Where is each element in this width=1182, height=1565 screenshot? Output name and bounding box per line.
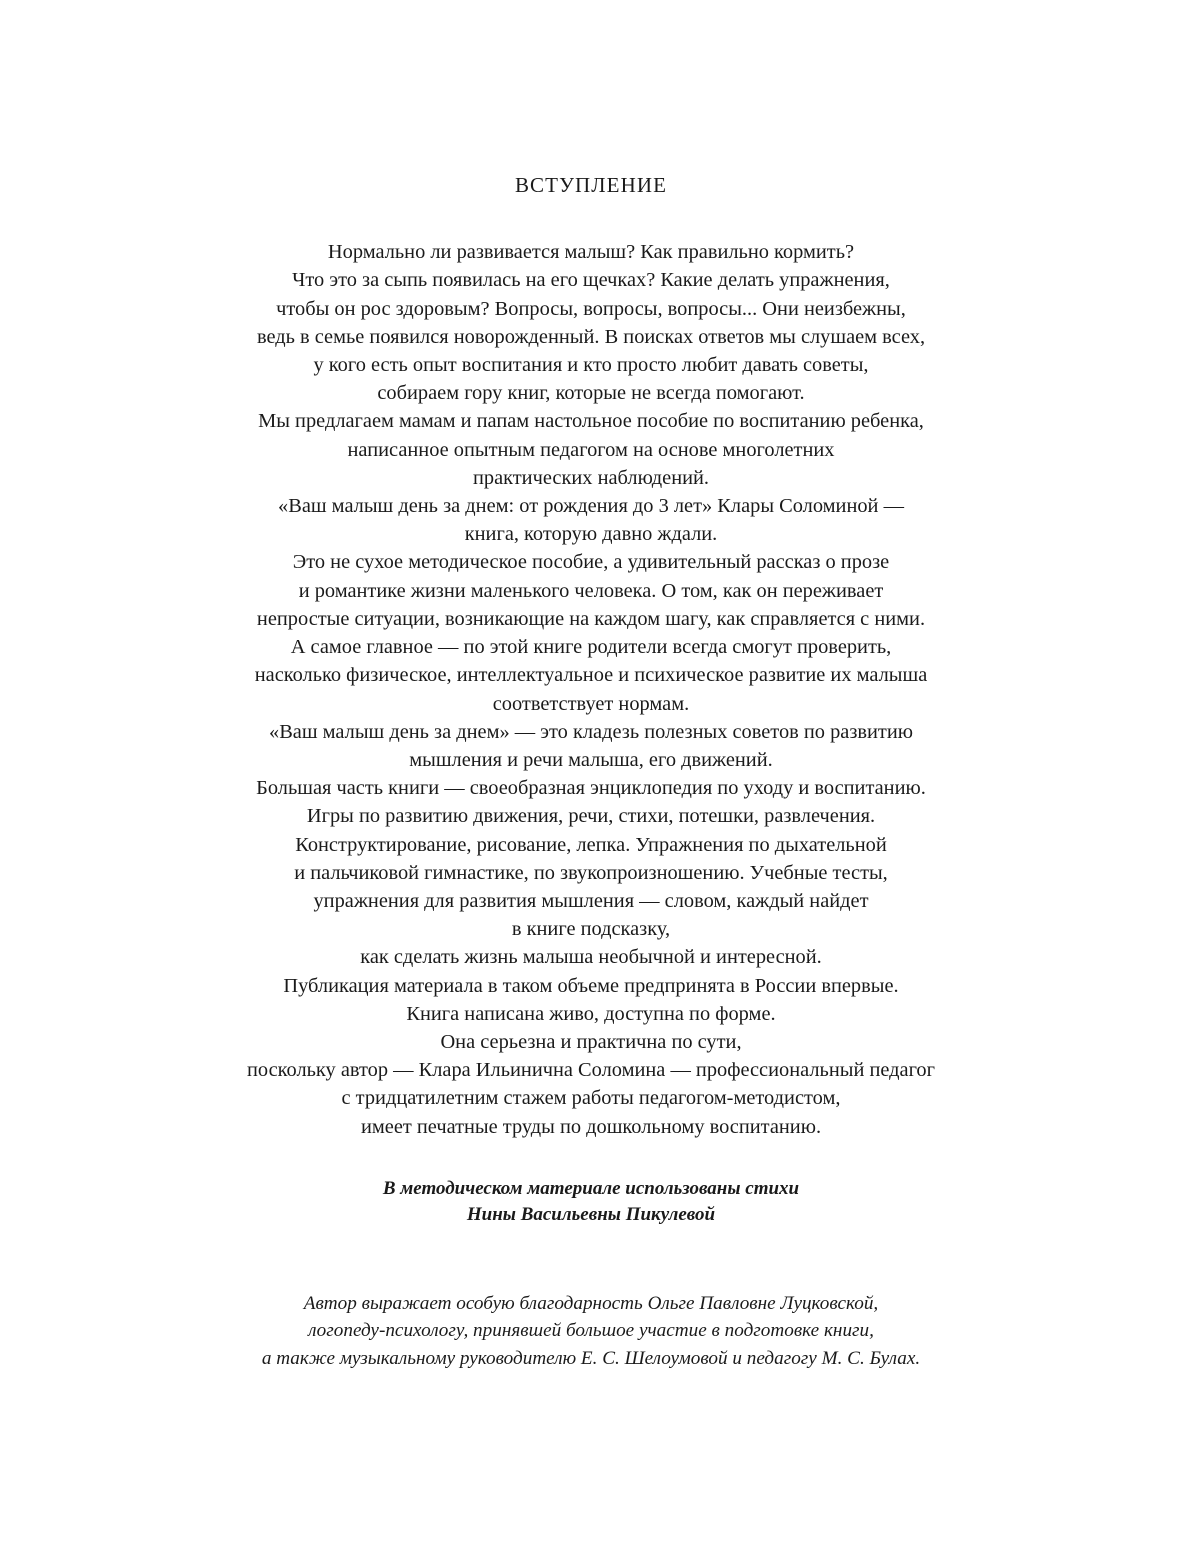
body-line: соответствует нормам. [492, 692, 690, 715]
body-line: «Ваш малыш день за днем» — это кладезь полезных советов по развитию [269, 720, 913, 743]
body-line: мышления и речи малыша, его движений. [409, 748, 773, 771]
body-line: Конструктирование, рисование, лепка. Упражнения по дыхательной [295, 833, 887, 856]
body-line: Это не сухое методическое пособие, а удивительный рассказ о прозе [292, 551, 890, 574]
page-title: ВСТУПЛЕНИЕ [514, 173, 668, 197]
body-line: Что это за сыпь появилась на его щечках? Какие делать упражнения, [292, 269, 890, 292]
body-line: написанное опытным педагогом на основе многолетних [347, 438, 835, 461]
acknowledgements-note [151, 1228, 1031, 1373]
body-line: книга, которую давно ждали. [464, 523, 718, 546]
credit-line: В методическом материале использованы стихи [382, 1177, 800, 1199]
body-line: и пальчиковой гимнастике, по звукопроизношению. Учебные тесты, [294, 861, 888, 884]
poetry-credit-note [151, 1141, 1031, 1228]
body-line: насколько физическое, интеллектуальное и психическое развитие их малыша [254, 664, 928, 687]
body-line: упражнения для развития мышления — словом, каждый найдет [313, 889, 869, 912]
body-line: и романтике жизни маленького человека. О том, как он переживает [298, 579, 884, 602]
body-line: «Ваш малыш день за днем: от рождения до 3 лет» Клары Соломиной — [278, 495, 904, 518]
body-line: в книге подсказку, [511, 918, 671, 941]
body-line: чтобы он рос здоровым? Вопросы, вопросы, вопросы... Они неизбежны, [276, 297, 906, 320]
body-line: Игры по развитию движения, речи, стихи, потешки, развлечения. [306, 805, 876, 828]
body-line: Мы предлагаем мамам и папам настольное пособие по воспитанию ребенка, [258, 410, 924, 433]
body-line: Она серьезна и практична по сути, [440, 1030, 742, 1053]
body-line: имеет печатные труды по дошкольному воспитанию. [360, 1115, 822, 1138]
introduction-body [151, 198, 1031, 1141]
body-line: А самое главное — по этой книге родители всегда смогут проверить, [290, 636, 892, 659]
body-line: непростые ситуации, возникающие на каждом шагу, как справляется с ними. [256, 607, 926, 630]
page-content [151, 0, 1031, 1372]
acknowledgement-line: логопеду-психологу, принявшей большое участие в подготовке книги, [308, 1320, 874, 1342]
body-line: собираем гору книг, которые не всегда помогают. [377, 382, 805, 405]
body-line: поскольку автор — Клара Ильинична Соломина — профессиональный педагог [247, 1059, 935, 1082]
body-line: у кого есть опыт воспитания и кто просто любит давать советы, [313, 354, 869, 377]
body-line: практических наблюдений. [472, 466, 710, 489]
body-line: ведь в семье появился новорожденный. В поисках ответов мы слушаем всех, [256, 325, 926, 348]
body-line: как сделать жизнь малыша необычной и интересной. [360, 946, 822, 969]
body-line: Большая часть книги — своеобразная энциклопедия по уходу и воспитанию. [256, 777, 926, 800]
body-line: Публикация материала в таком объеме предпринята в России впервые. [283, 974, 899, 997]
body-line: Нормально ли развивается малыш? Как правильно кормить? [327, 241, 855, 264]
body-line: с тридцатилетним стажем работы педагогом-методистом, [341, 1087, 841, 1110]
credit-line: Нины Васильевны Пикулевой [466, 1203, 716, 1225]
body-line: Книга написана живо, доступна по форме. [406, 1002, 776, 1025]
acknowledgement-line: Автор выражает особую благодарность Ольге Павловне Луцковской, [303, 1292, 879, 1314]
acknowledgement-line: а также музыкальному руководителю Е. С. Шелоумовой и педагогу М. С. Булах. [261, 1347, 921, 1369]
